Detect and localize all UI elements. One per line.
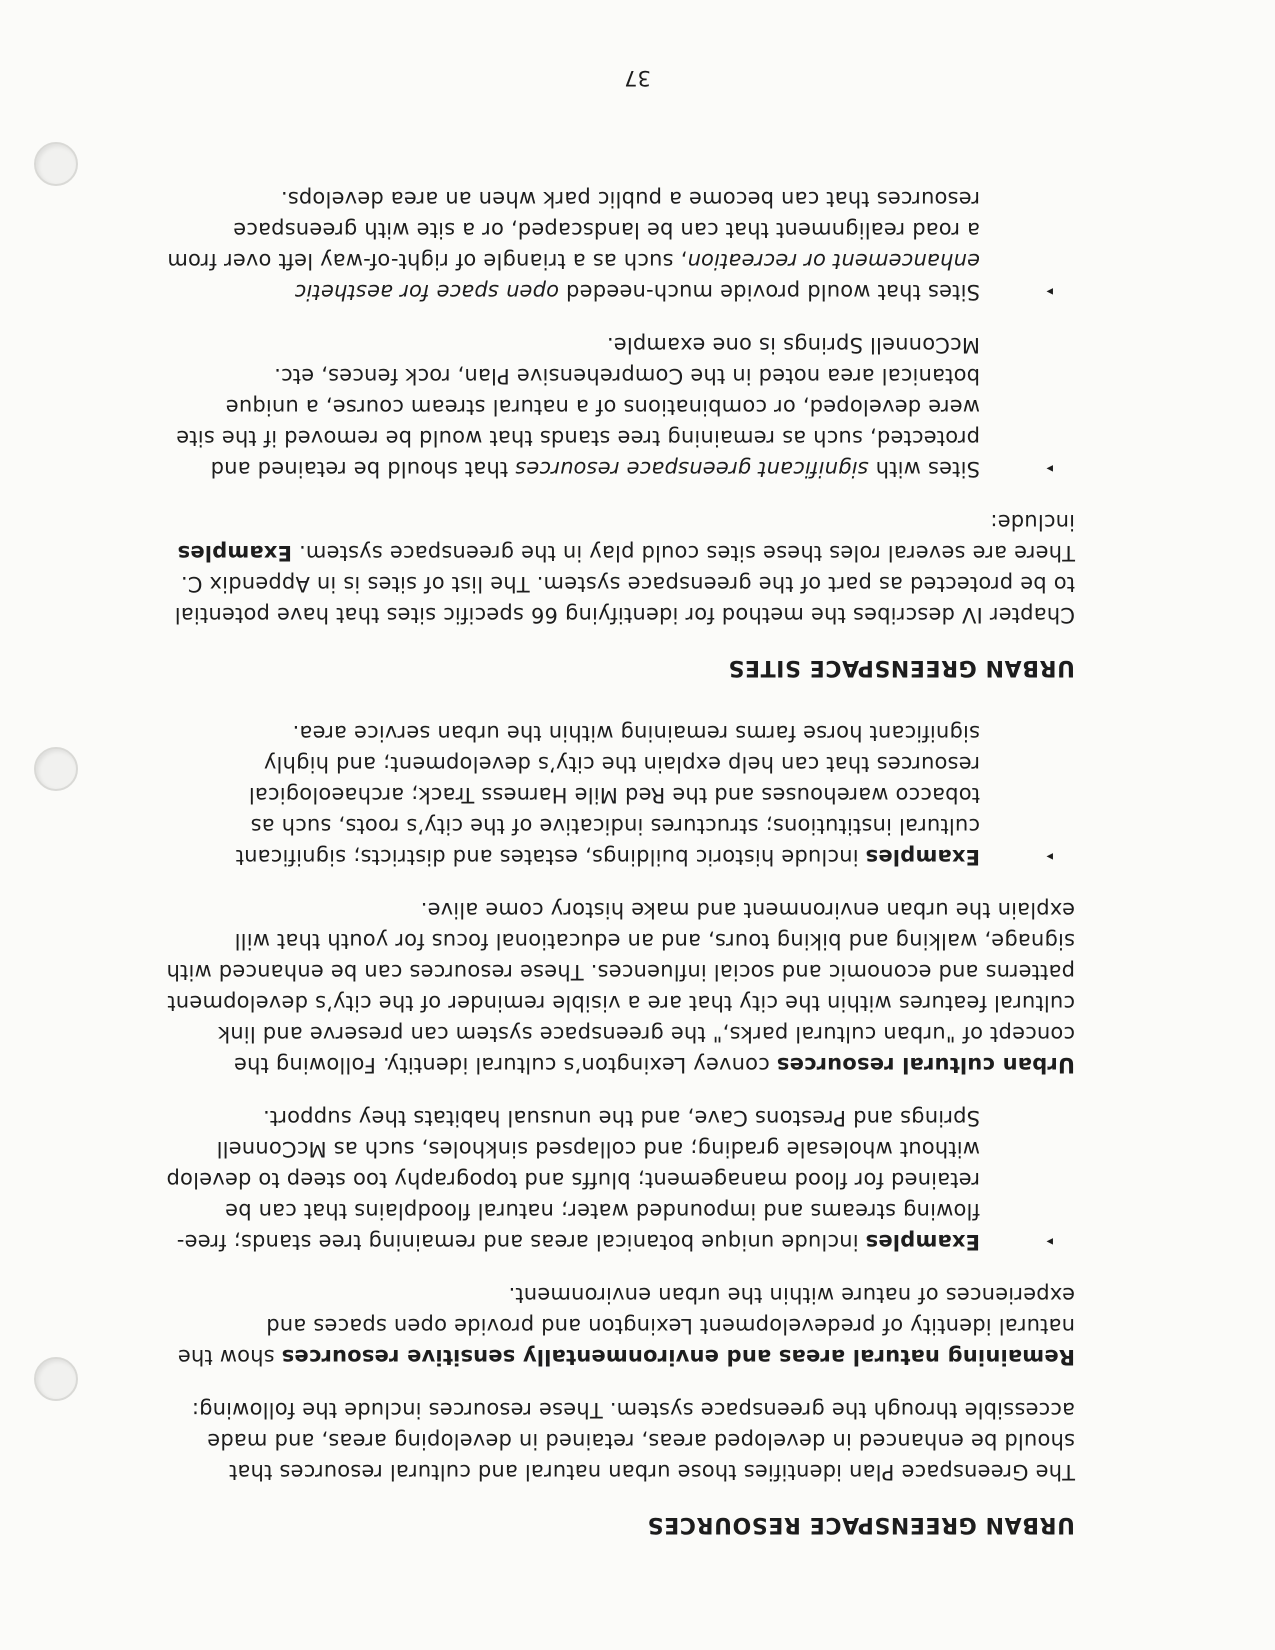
significant-resources-italic: significant greenspace resources — [515, 457, 869, 481]
significant-resources-after: that should be retained and protected, such as remaining tree stands that would be removed if the site were developed, or combinations of a natural stream course, a unique botanical area noted in the Comprehensive Plan, rock fences, etc. McConnell Springs is one example. — [175, 333, 980, 481]
significant-resources-bullet — [165, 329, 1075, 484]
bullet-arrow-icon: ▸ — [1046, 849, 1053, 864]
cultural-examples-lead: Examples — [865, 845, 980, 869]
open-space-after: , such as a triangle of right-of-way left over from a road realignment that can be landscaped, or a site with greenspace resources that can become a public park when an area develops. — [167, 187, 980, 273]
section-urban-greenspace-resources — [165, 717, 1075, 1540]
cultural-resources-paragraph — [165, 894, 1075, 1080]
cultural-examples-bullet — [165, 717, 1075, 872]
heading-urban-greenspace-sites: URBAN GREENSPACE SITES — [727, 655, 1075, 680]
natural-areas-lead: Remaining natural areas and environmentally sensitive resources — [281, 1345, 1075, 1369]
natural-examples-text: include unique botanical areas and remaining tree stands; free-flowing streams and impounded water; natural floodplains that can be retained for flood management; bluffs and topography too steep to develop without wholesale grading; and collapsed sinkholes, such as McConnell Springs and Prestons Cave, and the unusual habitats they support. — [166, 1106, 980, 1254]
heading-urban-greenspace-resources: URBAN GREENSPACE RESOURCES — [647, 1512, 1075, 1537]
sites-intro-text: Chapter IV describes the method for identifying 66 specific sites that have potential to be protected as part of the greenspace system. The list of sites is in Appendix C. There are several roles these sites could play in the greenspace system. — [174, 541, 1075, 627]
section-urban-greenspace-sites — [165, 183, 1075, 683]
sites-intro-include: include: — [990, 510, 1075, 534]
bullet-arrow-icon: ▸ — [1046, 284, 1053, 299]
bullet-arrow-icon: ▸ — [1046, 1234, 1053, 1249]
sites-intro-examples: Examples — [177, 541, 292, 565]
natural-examples-bullet — [165, 1102, 1075, 1257]
cultural-resources-text: convey Lexington’s cultural identity. Following the concept of "urban cultural parks," the greenspace system can preserve and link cultural features within the city that are a visible reminder of the city’s development patterns and economic and social influences. These resources can be enhanced with signage, walking and biking tours, and an educational focus for youth that will explain the urban environment and make history come alive. — [166, 898, 1075, 1077]
open-space-before: Sites that would provide much-needed — [559, 280, 980, 304]
open-space-italic: open space for aesthetic enhancement or recreation — [294, 249, 980, 304]
page-body — [165, 161, 1075, 1540]
cultural-examples-text: include historic buildings, estates and districts; significant cultural institutions; structures indicative of the city’s roots, such as tobacco warehouses and the Red Mile Harness Track; archaeological resources that can help explain the city’s development; and highly significant horse farms remaining within the urban service area. — [235, 721, 980, 869]
bullet-arrow-icon: ▸ — [1046, 461, 1053, 476]
natural-areas-text: show the natural identity of predevelopment Lexington and provide open spaces and experiences of nature within the urban environment. — [177, 1283, 1075, 1369]
significant-resources-before: Sites with — [868, 457, 980, 481]
open-space-bullet — [165, 183, 1075, 307]
natural-areas-paragraph — [165, 1279, 1075, 1372]
resources-intro-paragraph: The Greenspace Plan identifies those urban natural and cultural resources that should be enhanced in developed areas, retained in developing areas, and made accessible through the greenspace system. These resources include the following: — [191, 1398, 1075, 1484]
cultural-resources-lead: Urban cultural resources — [776, 1053, 1075, 1077]
sites-intro-paragraph — [165, 506, 1075, 630]
natural-examples-lead: Examples — [865, 1230, 980, 1254]
page-number: 37 — [624, 66, 651, 90]
